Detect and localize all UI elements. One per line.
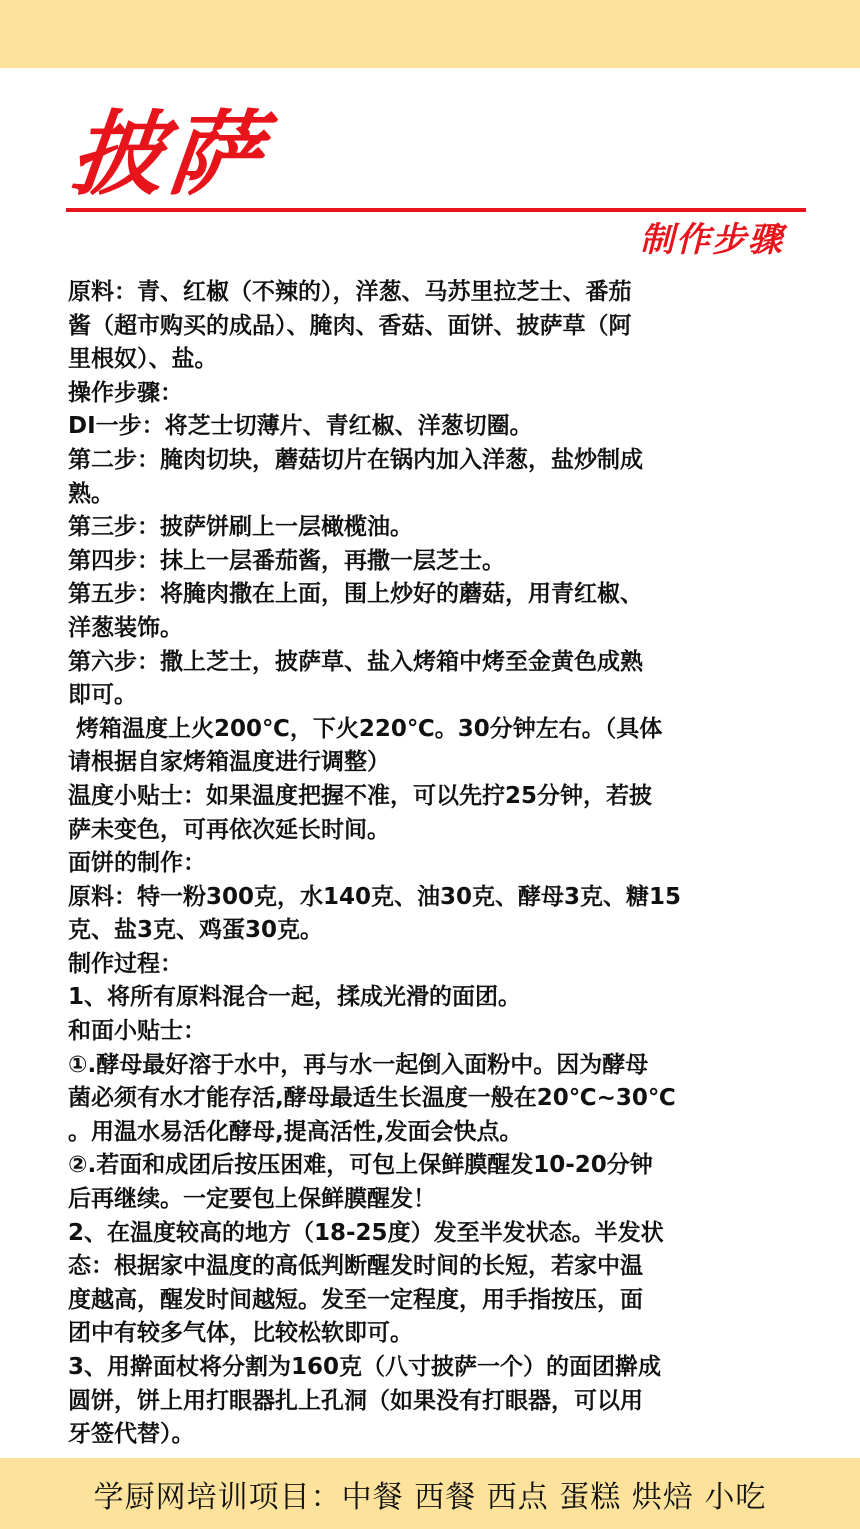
text-line: 第四步：抹上一层番茄酱，再撒一层芝士。	[68, 547, 505, 574]
text-line: 里根奴）、盐。	[68, 346, 218, 373]
text-line: 第五步：将腌肉撒在上面，围上炒好的蘑菇，用青红椒、	[68, 581, 643, 608]
text-line: 温度小贴士：如果温度把握不准，可以先拧25分钟，若披	[68, 782, 653, 809]
text-line: 。用温水易活化酵母,提高活性,发面会快点。	[68, 1118, 523, 1145]
text-line: 牙签代替）。	[68, 1421, 195, 1448]
text-line: 态：根据家中温度的高低判断醒发时间的长短，若家中温	[68, 1253, 643, 1280]
text-line: 圆饼，饼上用打眼器扎上孔洞（如果没有打眼器，可以用	[68, 1387, 643, 1414]
text-line: 克、盐3克、鸡蛋30克。	[68, 917, 324, 944]
footer-banner	[0, 1458, 860, 1529]
text-line: 请根据自家烤箱温度进行调整）	[68, 749, 390, 776]
page-title: 披萨	[66, 101, 270, 208]
text-line: 原料：青、红椒（不辣的），洋葱、马苏里拉芝士、番茄	[68, 279, 632, 305]
top-banner	[0, 0, 860, 68]
text-line: 萨未变色，可再依次延长时间。	[68, 816, 390, 843]
text-line: 第三步：披萨饼刷上一层橄榄油。	[68, 514, 413, 541]
section-heading: 制作过程：	[68, 950, 183, 977]
section-heading: 面饼的制作：	[68, 850, 206, 877]
text-line: 3、用擀面杖将分割为160克（八寸披萨一个）的面团擀成	[68, 1354, 662, 1380]
text-line: 原料：特一粉300克，水140克、油30克、酵母3克、糖15	[68, 883, 682, 910]
text-line: 团中有较多气体，比较松软即可。	[68, 1320, 413, 1347]
text-line: ①.酵母最好溶于水中，再与水一起倒入面粉中。因为酵母	[68, 1051, 649, 1078]
footer-text: 学厨网培训项目：中餐 西餐 西点 蛋糕 烘焙 小吃	[93, 1479, 767, 1515]
text-line: 洋葱装饰。	[68, 614, 183, 641]
text-line: DI一步：将芝士切薄片、青红椒、洋葱切圈。	[68, 413, 533, 440]
text-line: 度越高，醒发时间越短。发至一定程度，用手指按压，面	[68, 1286, 643, 1313]
text-line: 菌必须有水才能存活,酵母最适生长温度一般在20℃~30℃	[68, 1085, 676, 1112]
recipe-text	[68, 276, 796, 1452]
section-heading: 操作步骤：	[68, 379, 183, 406]
text-line: 酱（超市购买的成品）、腌肉、香菇、面饼、披萨草（阿	[68, 312, 632, 339]
text-line: 熟。	[68, 480, 114, 507]
text-line: 1、将所有原料混合一起，揉成光滑的面团。	[68, 984, 522, 1011]
text-line: 第二步：腌肉切块，蘑菇切片在锅内加入洋葱，盐炒制成	[68, 446, 643, 473]
section-heading: 和面小贴士：	[68, 1018, 206, 1045]
title-divider	[66, 208, 806, 212]
text-line: 第六步：撒上芝士，披萨草、盐入烤箱中烤至金黄色成熟	[68, 648, 643, 675]
page-subtitle: 制作步骤	[640, 220, 784, 260]
text-line: 即可。	[68, 682, 137, 709]
text-line: 后再继续。一定要包上保鲜膜醒发！	[68, 1186, 436, 1213]
text-line: 2、在温度较高的地方（18-25度）发至半发状态。半发状	[68, 1219, 664, 1246]
text-line: ②.若面和成团后按压困难，可包上保鲜膜醒发10-20分钟	[68, 1152, 653, 1179]
text-line: 烤箱温度上火200℃，下火220℃。30分钟左右。（具体	[68, 715, 663, 742]
